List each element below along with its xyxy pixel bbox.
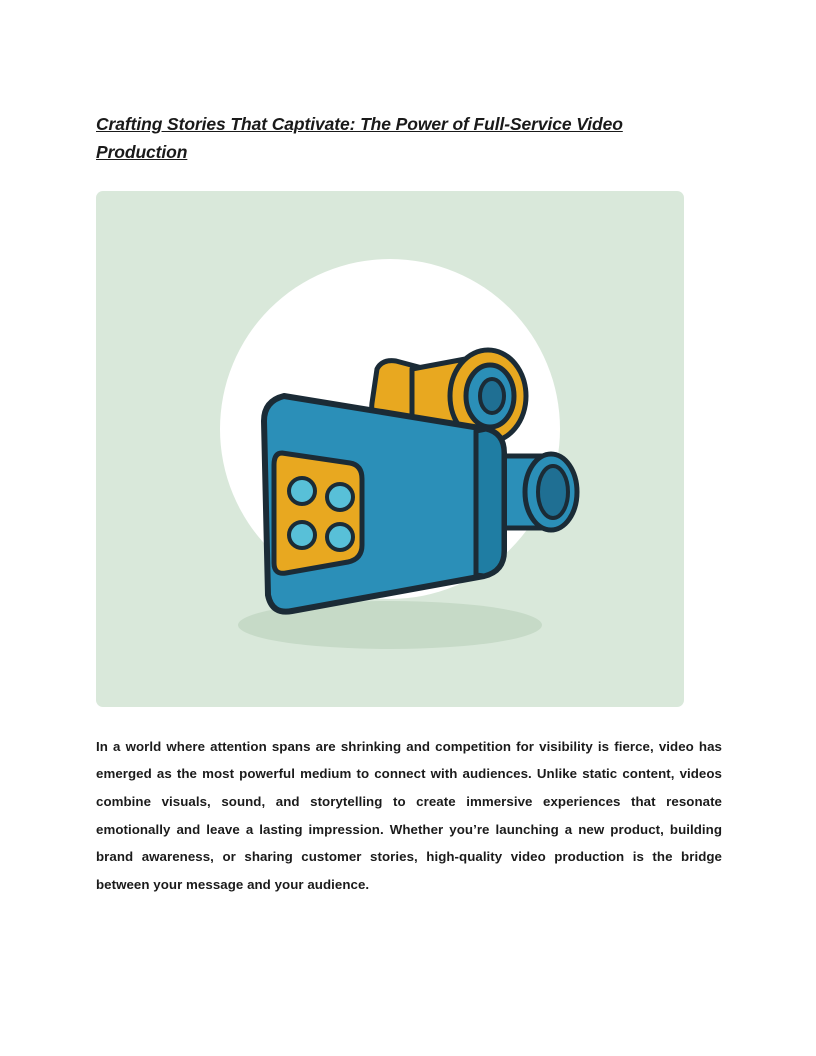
- body-paragraph: In a world where attention spans are shrinking and competition for visibility is fierce, video has emerged as the most powerful medium to connect with audiences. Unlike static content, videos combine visuals, sound, and storytelling to create immersive experiences that resonate emotionally and leave a lasting impression. Whether you’re launching a new product, building brand awareness, or sharing customer stories, high-quality video production is the bridge between your message and your audience.: [96, 738, 722, 892]
- camera-button: [289, 478, 315, 504]
- video-camera-illustration: [96, 191, 684, 707]
- camera-button: [289, 522, 315, 548]
- camera-button: [327, 484, 353, 510]
- page-title: Crafting Stories That Captivate: The Power of Full-Service Video Production: [96, 114, 623, 163]
- hero-figure: [96, 191, 684, 707]
- camera-button: [327, 524, 353, 550]
